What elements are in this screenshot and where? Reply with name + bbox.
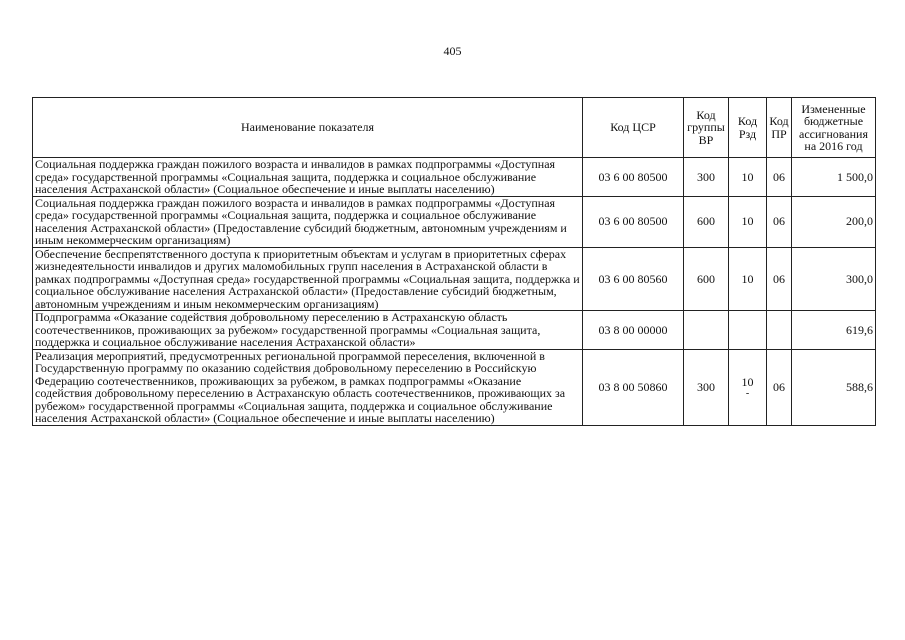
row-rzd [729, 311, 767, 350]
header-csr: Код ЦСР [583, 98, 684, 158]
row-vr: 300 [684, 158, 729, 197]
row-rzd: 10 [729, 196, 767, 247]
table-row [33, 349, 876, 425]
row-rzd-cell [729, 349, 767, 425]
header-name: Наименование показателя [33, 98, 583, 158]
row-pr: 06 [767, 196, 792, 247]
row-pr: 06 [767, 158, 792, 197]
row-amount: 300,0 [792, 247, 876, 311]
row-vr: 300 [684, 349, 729, 425]
row-rzd-mark: - [745, 388, 750, 400]
row-name: Подпрограмма «Оказание содействия добровольному переселению в Астраханскую область соотечественников, проживающих за рубежом» государственной программы «Социальная защита, поддержка и социальное обслуживание населения Астраханской области» [33, 311, 583, 350]
row-csr: 03 8 00 00000 [583, 311, 684, 350]
table-row [33, 311, 876, 350]
row-amount: 619,6 [792, 311, 876, 350]
row-vr: 600 [684, 196, 729, 247]
header-vr: Код группы ВР [684, 98, 729, 158]
row-amount: 588,6 [792, 349, 876, 425]
row-pr [767, 311, 792, 350]
table-row [33, 196, 876, 247]
row-pr: 06 [767, 247, 792, 311]
header-pr: Код ПР [767, 98, 792, 158]
row-rzd: 10 [729, 158, 767, 197]
table-row [33, 247, 876, 311]
row-vr [684, 311, 729, 350]
row-name: Социальная поддержка граждан пожилого возраста и инвалидов в рамках подпрограммы «Доступная среда» государственной программы «Социальная защита, поддержка и социальное обслуживание населения Астраханской области» (Социальное обеспечение и иные выплаты населению) [33, 158, 583, 197]
row-name: Социальная поддержка граждан пожилого возраста и инвалидов в рамках подпрограммы «Доступная среда» государственной программы «Социальная защита, поддержка и социальное обслуживание населения Астраханской области» (Предоставление субсидий бюджетным, автономным учреждениям и иным некоммерческим организациям) [33, 196, 583, 247]
row-amount: 1 500,0 [792, 158, 876, 197]
row-rzd: 10 [741, 374, 754, 389]
row-name: Обеспечение беспрепятственного доступа к приоритетным объектам и услугам в приоритетных сферах жизнедеятельности инвалидов и других маломобильных групп населения в Астраханской области в рамках подпрограммы «Доступная среда» государственной программы «Социальная защита, поддержка и социальное обслуживание населения Астраханской области» (Предоставление субсидий бюджетным, автономным учреждениям и иным некоммерческим организациям) [33, 247, 583, 311]
header-row [33, 98, 876, 158]
header-amount: Измененные бюджетные ассигнования на 2016 год [792, 98, 876, 158]
row-csr: 03 8 00 50860 [583, 349, 684, 425]
page-number: 405 [443, 44, 462, 58]
row-csr: 03 6 00 80500 [583, 196, 684, 247]
budget-table [32, 97, 876, 426]
row-csr: 03 6 00 80560 [583, 247, 684, 311]
table-row [33, 158, 876, 197]
row-rzd: 10 [729, 247, 767, 311]
row-vr: 600 [684, 247, 729, 311]
row-pr: 06 [767, 349, 792, 425]
row-csr: 03 6 00 80500 [583, 158, 684, 197]
row-amount: 200,0 [792, 196, 876, 247]
row-name: Реализация мероприятий, предусмотренных региональной программой переселения, включенной в Государственную программу по оказанию содействия добровольному переселению в Российскую Федерацию соотечественников, проживающих за рубежом, в рамках подпрограммы «Оказание содействия добровольному переселению в Астраханскую область соотечественников, проживающих за рубежом» государственной программы «Социальная защита, поддержка и социальное обслуживание населения Астраханской области» (Социальное обеспечение и иные выплаты населению) [33, 349, 583, 425]
header-rzd: Код Рзд [729, 98, 767, 158]
